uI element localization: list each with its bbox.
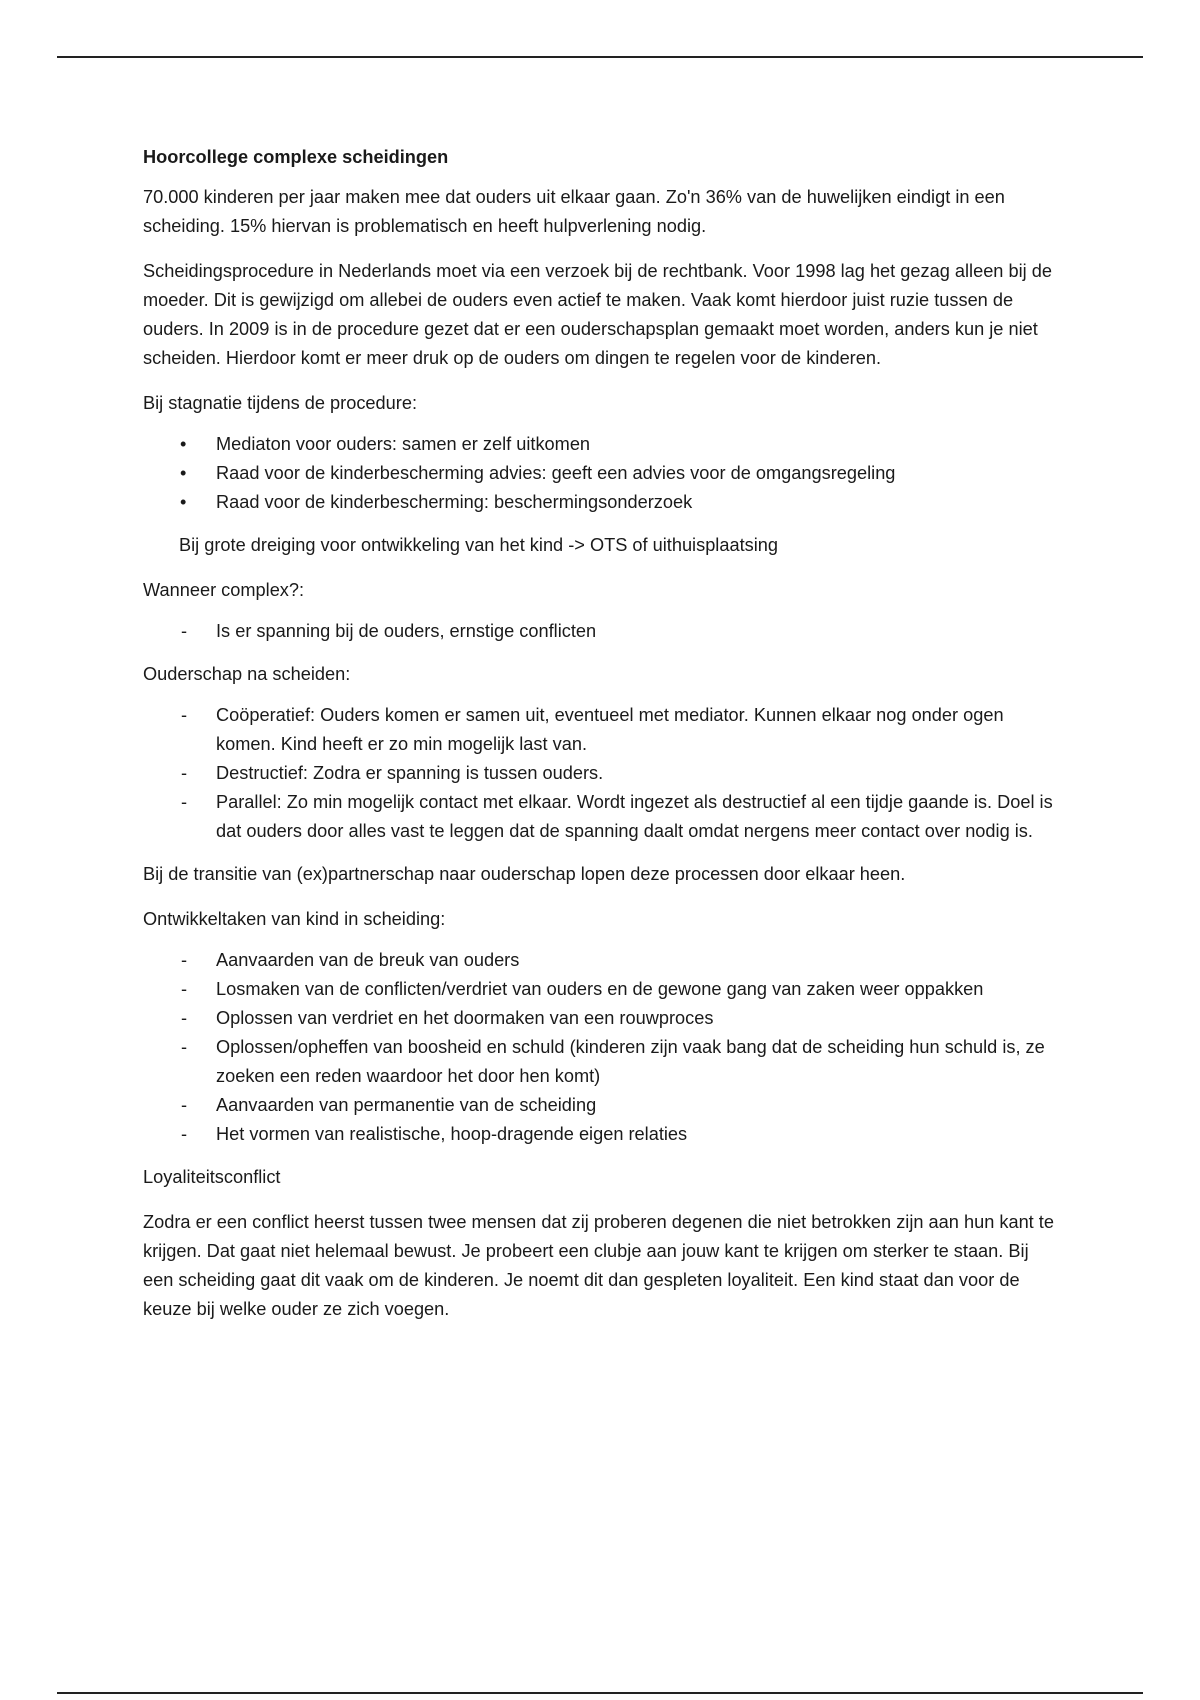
paragraph-ontwikkeltaken-heading: Ontwikkeltaken van kind in scheiding: [143, 909, 446, 929]
dash-marker: - [181, 979, 188, 999]
dash-marker: - [181, 950, 188, 970]
list-item: - Oplossen/opheffen van boosheid en schuld (kinderen zijn vaak bang dat de scheiding hun schuld is, ze zoeken een reden waardoor het door hen komt) [143, 1033, 1063, 1091]
bullet-marker: • [180, 492, 187, 512]
dash-marker: - [181, 1124, 188, 1144]
list-item: • Raad voor de kinderbescherming: beschermingsonderzoek [143, 488, 1063, 517]
stagnatie-list [143, 430, 1063, 517]
list-item: - Aanvaarden van de breuk van ouders [143, 946, 1063, 975]
list-item: - Oplossen van verdriet en het doormaken van een rouwproces [143, 1004, 1063, 1033]
document-page [143, 143, 1063, 1340]
list-item: - Coöperatief: Ouders komen er samen uit, eventueel met mediator. Kunnen elkaar nog onder ogen komen. Kind heeft er zo min mogelijk last van. [143, 701, 1063, 759]
list-item: - Losmaken van de conflicten/verdriet van ouders en de gewone gang van zaken weer oppakken [143, 975, 1063, 1004]
dash-marker: - [181, 621, 188, 641]
complex-list [143, 617, 1063, 646]
ouderschap-list [143, 701, 1063, 846]
paragraph-ots: Bij grote dreiging voor ontwikkeling van het kind -> OTS of uithuisplaatsing [179, 535, 778, 555]
list-item: - Parallel: Zo min mogelijk contact met elkaar. Wordt ingezet als destructief al een tijdje gaande is. Doel is dat ouders door alles vast te leggen dat de spanning daalt omdat nergens meer contact over nodig is. [143, 788, 1063, 846]
list-item: • Raad voor de kinderbescherming advies: geeft een advies voor de omgangsregeling [143, 459, 1063, 488]
header-rule [57, 56, 1143, 58]
footer-rule [57, 1692, 1143, 1694]
list-item: - Is er spanning bij de ouders, ernstige conflicten [143, 617, 1063, 646]
list-item: - Aanvaarden van permanentie van de scheiding [143, 1091, 1063, 1120]
dash-marker: - [181, 1008, 188, 1028]
bullet-marker: • [180, 434, 187, 454]
ontwikkeltaken-list [143, 946, 1063, 1149]
paragraph-stagnatie-heading: Bij stagnatie tijdens de procedure: [143, 393, 417, 413]
dash-marker: - [181, 763, 188, 783]
paragraph-complex-heading: Wanneer complex?: [143, 580, 305, 600]
dash-marker: - [181, 792, 188, 812]
paragraph-loyaliteit: Zodra er een conflict heerst tussen twee mensen dat zij proberen degenen die niet betrokken zijn aan hun kant te krijgen. Dat gaat niet helemaal bewust. Je probeert een clubje aan jouw kant te krijgen om sterker te staan. Bij een scheiding gaat dit vaak om de kinderen. Je noemt dit dan gespleten loyaliteit. Een kind staat dan voor de keuze bij welke ouder ze zich voegen. [143, 1212, 1054, 1319]
paragraph-loyaliteit-heading: Loyaliteitsconflict [143, 1167, 281, 1187]
paragraph-transitie: Bij de transitie van (ex)partnerschap naar ouderschap lopen deze processen door elkaar heen. [143, 864, 906, 884]
bullet-marker: • [180, 463, 187, 483]
dash-marker: - [181, 705, 188, 725]
dash-marker: - [181, 1037, 188, 1057]
paragraph-ouderschap-heading: Ouderschap na scheiden: [143, 664, 351, 684]
list-item: - Het vormen van realistische, hoop-dragende eigen relaties [143, 1120, 1063, 1149]
list-item: - Destructief: Zodra er spanning is tussen ouders. [143, 759, 1063, 788]
paragraph-intro: 70.000 kinderen per jaar maken mee dat ouders uit elkaar gaan. Zo'n 36% van de huwelijken eindigt in een scheiding. 15% hiervan is problematisch en heeft hulpverlening nodig. [143, 187, 1005, 236]
document-title: Hoorcollege complexe scheidingen [143, 147, 449, 167]
list-item: • Mediaton voor ouders: samen er zelf uitkomen [143, 430, 1063, 459]
paragraph-procedure: Scheidingsprocedure in Nederlands moet via een verzoek bij de rechtbank. Voor 1998 lag het gezag alleen bij de moeder. Dit is gewijzigd om allebei de ouders even actief te maken. Vaak komt hierdoor juist ruzie tussen de ouders. In 2009 is in de procedure gezet dat er een ouderschapsplan gemaakt moet worden, anders kun je niet scheiden. Hierdoor komt er meer druk op de ouders om dingen te regelen voor de kinderen. [143, 261, 1052, 368]
dash-marker: - [181, 1095, 188, 1115]
